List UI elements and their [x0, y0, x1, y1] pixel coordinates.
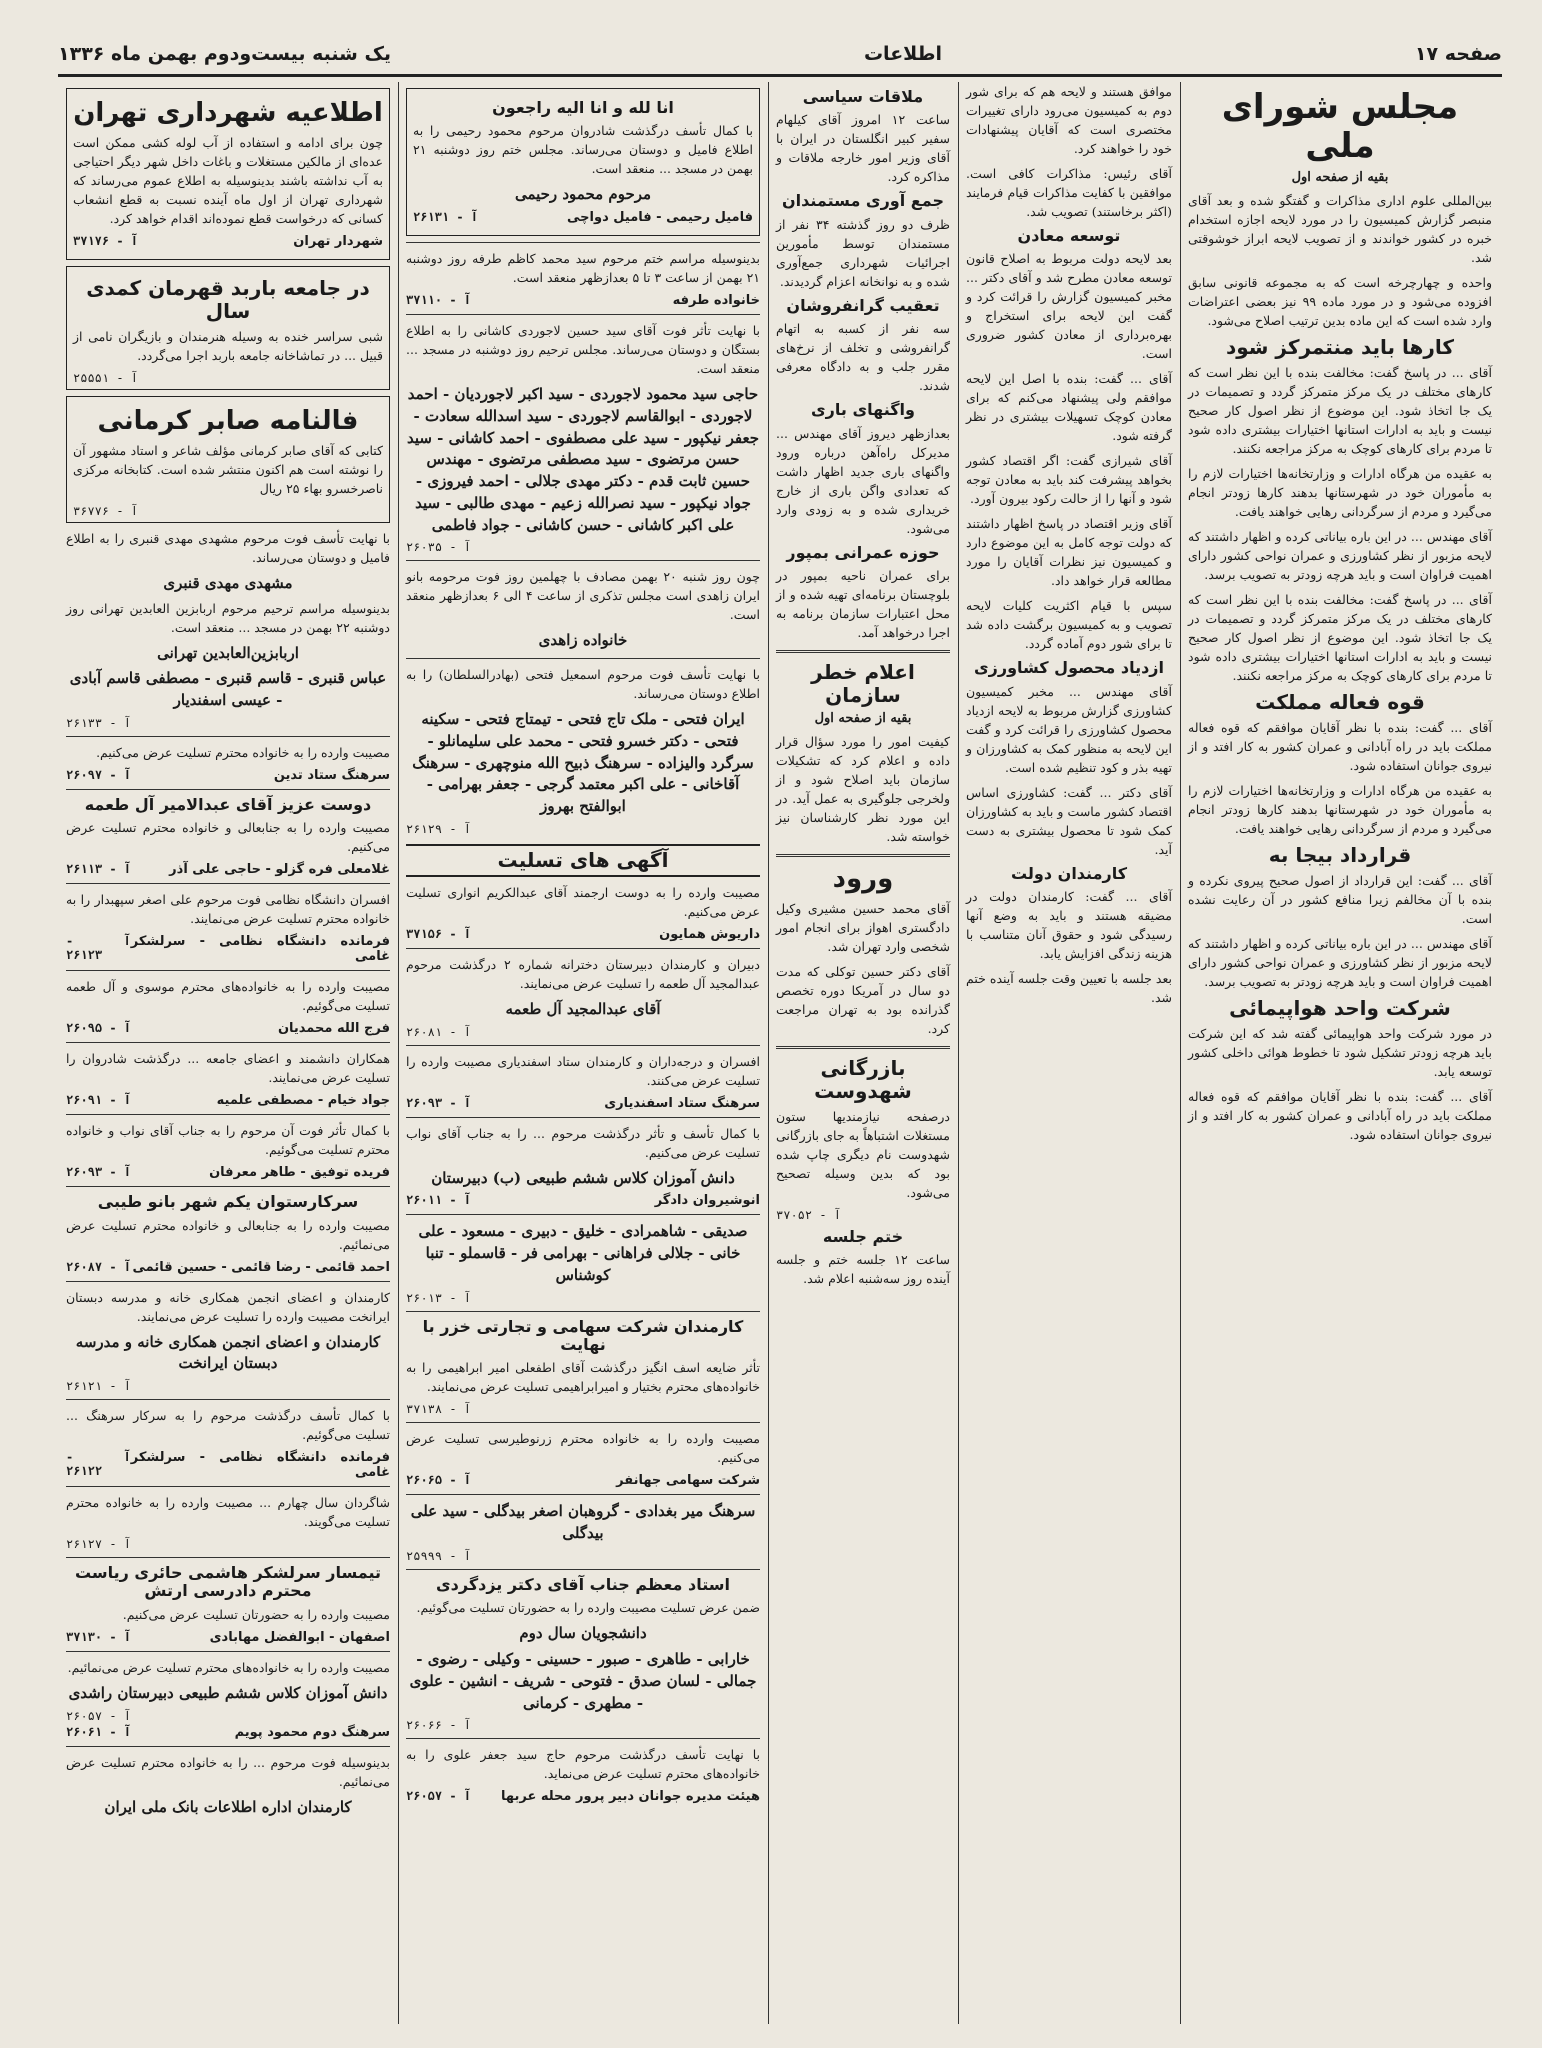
separator — [66, 1042, 390, 1043]
separator — [406, 242, 760, 243]
article-paragraph: آقای ... گفت: بنده با نظر آقایان موافقم که قوه فعاله مملکت باید در راه آبادانی و عمران کشور به کار افتد و از نیروی جوانان استفاده شود. — [1188, 1089, 1492, 1143]
notice-text: بدینوسیله فوت مرحوم ... را به خانواده محترم تسلیت عرض می‌نمائیم. — [66, 1754, 390, 1789]
column-majlis-report — [1180, 82, 1500, 2024]
column-condolences — [398, 82, 768, 2024]
separator — [406, 1311, 760, 1312]
signature-text: اصفهان - ابوالفضل مهابادی — [209, 1629, 390, 1645]
notice-heading: استاد معظم جناب آقای دکتر یزدگردی — [436, 1574, 730, 1594]
ad-code: آ - ۲۶۰۹۵ — [66, 1021, 132, 1036]
article-paragraph: آقای مهندس ... مخبر کمیسیون کشاورزی گزارش مربوط به لایحه ازدیاد محصول کشاورزی را قرائت کرد و گفت این لایحه به منظور کمک به کشاورزان و تهیه بذر و کود تنظیم شده است. — [966, 683, 1172, 775]
mourner-names: ایران فتحی - ملک تاج فتحی - تیمتاج فتحی - سکینه فتحی - دکتر خسرو فتحی - محمد علی سلیمانلو - سرگرد والیزاده - سرهنگ ذبیح الله منوچهری - سرهنگ آقاخانی - علی اکبر معتمد گرجی - جعفر بهرامی - ابوالفتح بهروز — [412, 710, 754, 816]
ad-code: آ - ۲۵۵۵۱ — [73, 370, 139, 385]
notice-text: کارمندان و اعضای انجمن همکاری خانه و مدرسه دبستان ایرانخت مصیبت وارده را تسلیت عرض می‌نمایند. — [66, 1289, 390, 1324]
article-paragraph: بین‌المللی علوم اداری مذاکرات و گفتگو شده و بعد آقای منبصر گزارش کمیسیون را در مورد لایحه اجازه استخدام خبره در کشور خواندند و از تصویب لایحه ابراز خوشوقتی شد. — [1188, 193, 1492, 266]
signature-text: خانواده زاهدی — [538, 631, 628, 650]
separator — [406, 948, 760, 949]
notice-text: با کمال تأثر فوت آن مرحوم را به جناب آقای نواب و خانواده محترم تسلیت می‌گوئیم. — [66, 1123, 390, 1158]
article-paragraph: به عقیده من هرگاه ادارات و وزارتخانه‌ها اختیارات لازم را به مأموران خود در شهرستانها بدهند کارها زودتر انجام می‌گیرد و مردم از سرگردانی رهایی خواهند یافت. — [1188, 783, 1492, 837]
ad-code: آ - ۲۶۰۱۱ — [406, 1193, 472, 1208]
ad-code: آ - ۲۶۱۲۱ — [66, 1379, 132, 1394]
separator — [406, 1045, 760, 1046]
ad-code: آ - ۲۶۰۸۷ — [66, 1259, 132, 1274]
notice-signature — [406, 1096, 760, 1111]
ad-heading: فالنامه صابر کرمانی — [97, 405, 359, 436]
issue-date: یک شنبه بیست‌ودوم بهمن ماه ۱۳۳۶ — [58, 43, 392, 65]
ad-code: آ - ۲۶۰۹۱ — [66, 1093, 132, 1108]
ad-code: آ - ۲۶۰۵۷ — [66, 1708, 132, 1723]
separator — [66, 736, 390, 737]
notice-signature — [66, 1725, 390, 1740]
signature-text: فرمانده دانشگاه نظامی - سرلشکر غامی — [130, 934, 390, 965]
news-paragraph: برای عمران ناحیه بمپور در بلوچستان برنامه‌ای تهیه شده و از محل اعتبارات سازمان برنامه به اجرا درخواهد آمد. — [776, 567, 950, 640]
separator — [776, 854, 950, 857]
ad-code: آ - ۳۷۱۵۶ — [406, 926, 472, 941]
article-paragraph: موافق هستند و لایحه هم که برای شور دوم به کمیسیون می‌رود دارای تغییرات مختصری است که آقایان پیشنهادات خود را خواهند کرد. — [966, 84, 1172, 156]
signature-text: فرج الله محمدیان — [277, 1021, 390, 1037]
separator — [406, 314, 760, 315]
notice-text: با نهایت تأسف درگذشت مرحوم حاج سید جعفر علوی را به خانواده‌های محترم تسلیت عرض می‌نماید. — [406, 1747, 760, 1782]
signature-text: کارمندان و اعضای انجمن همکاری خانه و مدرسه دبستان ایرانخت — [75, 1332, 381, 1373]
ad-code: آ - ۲۶۰۶۵ — [406, 1473, 472, 1488]
news-paragraph: سه نفر از کسبه به اتهام گرانفروشی و تخلف از نرخ‌های مقرر جلب و به دادگاه معرفی شدند. — [776, 321, 950, 394]
separator — [66, 1746, 390, 1747]
notice-signature — [73, 234, 383, 249]
separator — [66, 883, 390, 884]
notice-text: ضمن عرض تسلیت مصیبت وارده را به حضورتان تسلیت می‌گوئیم. — [416, 1600, 760, 1616]
notice-text: افسران دانشگاه نظامی فوت مرحوم علی اصغر سپهبدار را به خانواده محترم تسلیت عرض می‌نمایند. — [66, 892, 390, 927]
subheading: ختم جلسه — [822, 1226, 904, 1246]
continued-note: بقیه از صفحه اول — [814, 710, 912, 726]
notice-text: مصیبت وارده را به دوست ارجمند آقای عبدالکریم انواری تسلیت عرض می‌کنیم. — [406, 884, 760, 919]
article-paragraph: آقای مهندس ... در این باره بیاناتی کرده و اظهار داشتند که لایحه مزبور از نظر کشاورزی و عمران نواحی کشور دارای اهمیت فراوان است و باید هرچه زودتر به تصویب برسد. — [1188, 529, 1492, 583]
municipality-notice — [66, 88, 390, 260]
ad-code: آ - ۳۷۱۳۰ — [66, 1629, 132, 1644]
signature-text: جواد خیام - مصطفی علمیه — [216, 1093, 390, 1109]
ad-code: آ - ۲۶۰۹۳ — [66, 1165, 132, 1180]
subheading: ازدیاد محصول کشاورزی — [973, 658, 1164, 678]
signature-text: فریده توفیق - طاهر معرفان — [209, 1165, 390, 1181]
ad-code: آ - ۳۷۱۳۸ — [406, 1402, 472, 1417]
notice-signature — [406, 1193, 760, 1208]
notice-signature — [66, 1021, 390, 1036]
news-paragraph: آقای دکتر حسین توکلی که مدت دو سال در آمریکا دوره تخصص گذرانده بود به تهران مراجعت کرد. — [776, 963, 950, 1036]
notice-text: افسران و درجه‌داران و کارمندان ستاد اسفندیاری مصیبت وارده را تسلیت عرض می‌کنند. — [406, 1053, 760, 1088]
notice-signature — [406, 293, 760, 308]
deceased-name: آقای عبدالمجید آل طعمه — [505, 999, 661, 1018]
article-paragraph: آقای ... گفت: بنده با نظر آقایان موافقم که قوه فعاله مملکت باید در راه آبادانی و عمران کشور به کار افتد و از نیروی جوانان استفاده شود. — [1188, 720, 1492, 774]
separator — [66, 1399, 390, 1400]
mourner-names: سرهنگ میر بغدادی - گروهبان اصغر بیدگلی - سید علی بیدگلی — [410, 1502, 756, 1543]
article-paragraph: آقای ... گفت: بنده با اصل این لایحه موافقم ولی پیشنهاد می‌کنم که برای معادن کوچک تسهیلات بیشتری در نظر گرفته شود. — [966, 371, 1172, 444]
subheading: قوه فعاله مملکت — [1255, 690, 1425, 715]
separator — [776, 1046, 950, 1049]
paper-name: اطلاعات — [863, 43, 943, 65]
ad-code: آ - ۲۵۹۹۹ — [406, 1548, 472, 1563]
subheading: قرارداد بیجا به — [1268, 843, 1412, 868]
notice-text: با کمال تأسف درگذشت شادروان مرحوم محمود رحیمی را به اطلاع فامیل و دوستان می‌رساند. مجلس ختم روز دوشنبه ۲۱ بهمن در مسجد ... منعقد است. — [413, 123, 753, 177]
notice-signature — [66, 768, 390, 783]
subheading: کارها باید منتمرکز شود — [1225, 335, 1455, 360]
article-paragraph: واحده و چهارچرخه است که به مجموعه قانونی سابق افزوده می‌شود و در مورد ماده ۹۹ نیز بعضی اعتراضات وارد شده است که این ماده بدین ترتیب اصلاح می‌شود. — [1188, 275, 1493, 329]
mourner-names: صدیقی - شاهمرادی - خلیق - دبیری - مسعود - علی خانی - جلالی فراهانی - بهرامی فر - قاسملو - تنبا کوشناس — [418, 1222, 748, 1284]
notice-text: با کمال تأسف درگذشت مرحوم را به سرکار سرهنگ ... تسلیت می‌گوئیم. — [66, 1408, 390, 1443]
ad-code: آ - ۲۶۰۶۶ — [406, 1718, 472, 1733]
ad-code: آ - ۲۶۰۸۱ — [406, 1024, 472, 1039]
notice-signature — [413, 210, 753, 225]
notice-text: با کمال تأسف و تأثر درگذشت مرحوم ... را به جناب آقای نواب تسلیت عرض می‌کنیم. — [406, 1125, 760, 1160]
headline-warning: اعلام خطر سازمان — [811, 659, 915, 707]
headline-arrivals: ورود — [832, 863, 894, 894]
ad-code: آ - ۳۷۰۵۲ — [776, 1207, 842, 1222]
notice-text: مصیبت وارده را به خانواده محترم تسلیت عرض می‌کنیم. — [96, 744, 390, 760]
notice-signature — [66, 934, 390, 964]
article-paragraph: آقای شیرازی گفت: اگر اقتصاد کشور بخواهد پیشرفت کند باید به معادن توجه شود و آنها را از حالت رکود بیرون آورد. — [966, 453, 1172, 507]
article-paragraph: آقای ... گفت: این قرارداد از اصول صحیح پیروی نکرده و بنده با آن مخالفم زیرا منافع کشور در آن رعایت نشده است. — [1188, 873, 1492, 927]
notice-text: شاگردان سال چهارم ... مصیبت وارده را به خانواده محترم تسلیت می‌گویند. — [66, 1495, 390, 1530]
notice-heading: انا لله و انا الیه راجعون — [492, 98, 674, 117]
ad-code: آ - ۲۶۰۶۱ — [66, 1724, 132, 1739]
subheading: حوزه عمرانی بمپور — [786, 542, 940, 562]
separator — [406, 1214, 760, 1215]
notice-text: با نهایت تأسف فوت مرحوم اسمعیل فتحی (بهادرالسلطان) را به اطلاع دوستان می‌رساند. — [406, 667, 760, 702]
notice-signature — [66, 1093, 390, 1108]
separator — [406, 1569, 760, 1570]
signature-text: فامیل رحیمی - فامیل دواچی — [567, 210, 753, 226]
article-paragraph: آقای مهندس ... در این باره بیاناتی کرده و اظهار داشتند که لایحه مزبور از نظر کشاورزی و عمران نواحی کشور دارای اهمیت فراوان است و باید هرچه زودتر به تصویب برسد. — [1188, 936, 1492, 990]
notice-heading: سرکارستوان یکم شهر بانو طیبی — [97, 1192, 359, 1212]
news-paragraph: ساعت ۱۲ جلسه ختم و جلسه آینده روز سه‌شنبه اعلام شد. — [776, 1252, 950, 1287]
deceased-name: مرحوم محمود رحیمی — [514, 185, 652, 204]
signature-text: شرکت سهامی جهانفر — [616, 1473, 760, 1489]
notice-text: مصیبت وارده را به حضورتان تسلیت عرض می‌کنیم. — [122, 1606, 390, 1622]
signature-text: فرمانده دانشگاه نظامی - سرلشکر غامی — [130, 1450, 390, 1481]
signature-text: سرهنگ ستاد تدین — [273, 767, 390, 783]
subheading: تعقیب گرانفروشان — [786, 295, 940, 315]
news-paragraph: ظرف دو روز گذشته ۳۴ نفر از مستمندان توسط مأمورین اجرائیات شهرداری جمع‌آوری شده و به نوانخانه اعزام گردیدند. — [776, 216, 950, 289]
top-rule — [58, 74, 1502, 77]
ad-code: آ - ۲۶۰۱۳ — [406, 1290, 472, 1305]
ad-code: آ - ۲۶۰۵۷ — [406, 1789, 472, 1804]
signature-text: داریوش همایون — [659, 926, 760, 942]
ad-code: آ - ۲۶۱۲۷ — [66, 1537, 132, 1552]
signature-text: دانش آموزان کلاس ششم طبیعی (ب) دبیرستان — [431, 1168, 735, 1187]
ad-code: آ - ۲۶۰۹۳ — [406, 1095, 472, 1110]
ad-code: آ - ۲۶۱۱۳ — [66, 862, 132, 877]
column-short-news — [768, 82, 958, 2024]
separator — [66, 789, 390, 790]
ad-code: آ - ۲۶۱۳۱ — [413, 210, 479, 225]
ad-code: آ - ۲۶۱۲۲ — [66, 1450, 131, 1479]
deceased-name: اربابزین‌العابدین تهرانی — [157, 643, 299, 662]
separator — [406, 1422, 760, 1423]
notice-text: بدینوسیله مراسم ترحیم مرحوم اربابزین العابدین تهرانی روز دوشنبه ۲۲ بهمن در مسجد ... منعقد است. — [66, 600, 390, 635]
theatre-ad — [66, 266, 390, 390]
separator — [66, 1557, 390, 1558]
ad-code: آ - ۲۶۱۲۳ — [66, 934, 131, 963]
notice-heading: اطلاعیه شهرداری تهران — [73, 98, 383, 128]
notice-text: مصیبت وارده را به خانواده‌های محترم موسوی و آل طعمه تسلیت می‌گوئیم. — [66, 979, 390, 1014]
deceased-name: مشهدی مهدی قنبری — [163, 573, 293, 592]
subheading: کارمندان دولت — [1010, 863, 1127, 883]
separator — [406, 1117, 760, 1118]
subheading: توسعه معادن — [1017, 226, 1121, 245]
notice-text: مصیبت وارده را به خانواده‌های محترم تسلیت عرض می‌نمائیم. — [67, 1659, 390, 1675]
notice-signature — [66, 1450, 390, 1480]
notice-signature — [66, 1260, 390, 1275]
article-paragraph: آقای ... گفت: کارمندان دولت در مضیقه هستند و باید به وضع آنها رسیدگی شود و حقوق آنان متناسب با هزینه زندگی افزایش یابد. — [966, 889, 1172, 962]
subheading: شرکت واحد هواپیمائی — [1229, 996, 1451, 1021]
ad-heading: در جامعه باربد قهرمان کمدی سال — [86, 275, 370, 323]
separator — [66, 1651, 390, 1652]
notice-text: چون برای ادامه و استفاده از آب لوله کشی ممکن است عده‌ای از مالکین مستغلات و باغات داخل شهر دیگر احتیاجی به آب نداشته باشند بدینوسیله به اطلاع عموم می‌رساند که شهرداری تهران از اول ماه آینده نسبت به قطع انشعاب کسانی که درخواست قطع نموده‌اند اقدام خواهد کرد. — [73, 134, 383, 226]
separator — [406, 560, 760, 561]
ad-code: آ - ۲۶۰۳۵ — [406, 540, 472, 555]
article-paragraph: سپس با قیام اکثریت کلیات لایحه تصویب و به کمیسیون برگشت داده شد تا برای شور دوم آماده گردد. — [966, 598, 1172, 652]
notice-heading: دوست عزیز آقای عبدالامیر آل طعمه — [84, 794, 372, 814]
article-paragraph: آقای ... در پاسخ گفت: مخالفت بنده با این نظر است که کارهای مختلف در یک مرکز متمرکز گردد و تصمیمات در یک جا اتخاذ شود. این موضوع از نظر اصول کار صحیح نیست و باید به ادارات استانها اختیارات بیشتری داده شود تا مردم برای کارهای کوچک به مرکز مراجعه نکنند. — [1188, 365, 1492, 457]
signature-text: سرهنگ ستاد اسفندیاری — [604, 1095, 760, 1111]
article-paragraph: آقای وزیر اقتصاد در پاسخ اظهار داشتند که دولت توجه کامل به این موضوع دارد و کمیسیون نیز نظرات آقایان را مورد مطالعه قرار خواهد داد. — [966, 516, 1172, 589]
notice-text: مصیبت وارده را به خانواده محترم زرنوطیرسی تسلیت عرض می‌کنیم. — [406, 1431, 760, 1466]
separator — [66, 1281, 390, 1282]
article-paragraph: بعد جلسه با تعیین وقت جلسه آینده ختم شد. — [966, 971, 1172, 1006]
notice-signature — [406, 927, 760, 942]
separator — [406, 658, 760, 659]
book-ad — [66, 396, 390, 523]
notice-signature — [406, 1473, 760, 1488]
notice-text: مصیبت وارده را به جنابعالی و خانواده محترم تسلیت عرض می‌نمائیم. — [66, 1217, 390, 1252]
news-paragraph: کیفیت امور را مورد سؤال قرار داده و اعلام کرد که تشکیلات سازمان باید اصلاح شود و از ولخرجی جلوگیری به عمل آید. در این مورد نظر کارشناسان نیز خواسته شد. — [776, 733, 950, 844]
column-majlis-continued — [958, 82, 1180, 2024]
signature-text: کارمندان اداره اطلاعات بانک ملی ایران — [104, 1797, 352, 1816]
separator — [406, 1494, 760, 1495]
mourner-names: حاجی سید محمود لاجوردی - سید اکبر لاجوردیان - احمد لاجوردی - ابوالقاسم لاجوردی - سید اسدالله سعادت - جعفر نیکپور - سید علی مصطفوی - احمد کاشانی - سید حسن مرتضوی - سید مصطفی مرتضوی - مهندس حسین ثابت قدم - دکتر مهدی جلالی - احمد فیروزی - جواد نیکپور - سید نصرالله زعیم - مهدی طالبی - سید علی اکبر کاشانی - حسن کاشانی - جواد فاطمی — [406, 385, 760, 534]
notice-signature — [66, 1630, 390, 1645]
news-paragraph: آقای محمد حسین مشیری وکیل دادگستری اهواز برای انجام امور شخصی وارد تهران شد. — [776, 900, 950, 954]
separator — [66, 1114, 390, 1115]
masthead — [58, 36, 1502, 72]
signature-text: دانش آموزان کلاس ششم طبیعی دبیرستان راشدی — [68, 1683, 388, 1702]
article-paragraph: بعد لایحه دولت مربوط به اصلاح قانون توسعه معادن مطرح شد و آقای دکتر ... مخبر کمیسیون گزارش را قرائت کرد و گفت این لایحه برای استخراج و بهره‌برداری از معادن کشور ضروری است. — [966, 251, 1172, 362]
headline-majlis: مجلس شورای ملی — [1221, 87, 1459, 167]
separator — [66, 970, 390, 971]
signature-text: خانواده طرفه — [672, 293, 760, 309]
separator — [406, 1738, 760, 1739]
ad-code: آ - ۳۶۷۷۶ — [73, 503, 139, 518]
article-paragraph: آقای رئیس: مذاکرات کافی است. موافقین با کفایت مذاکرات قیام فرمایند (اکثر برخاستند) تصویب شد. — [966, 166, 1172, 219]
notice-signature — [66, 862, 390, 877]
ad-code: آ - ۲۶۰۹۷ — [66, 767, 132, 782]
signature-text: احمد قائمی - رضا قائمی - حسین قائمی — [132, 1259, 390, 1275]
signature-text: غلامعلی فره گزلو - حاجی علی آذر — [169, 862, 390, 878]
notice-text: بدینوسیله مراسم ختم مرحوم سید محمد کاظم طرفه روز دوشنبه ۲۱ بهمن از ساعت ۳ تا ۵ بعدازظهر منعقد است. — [406, 251, 760, 286]
article-paragraph: آقای دکتر ... گفت: کشاورزی اساس اقتصاد کشور ماست و باید به کشاورزان کمک شود تا محصول بیشتری به دست آید. — [966, 784, 1172, 857]
separator — [66, 1486, 390, 1487]
subheading: ملاقات سیاسی — [802, 87, 924, 106]
signature-text: شهردار تهران — [293, 233, 383, 249]
notice-text: چون روز شنبه ۲۰ بهمن مصادف با چهلمین روز فوت مرحومه بانو ایران زاهدی است مجلس تذکری از ساعت ۴ الی ۶ بعدازظهر منعقد است. — [406, 569, 760, 623]
continued-note: بقیه از صفحه اول — [1291, 170, 1389, 186]
page-number: صفحه ۱۷ — [1414, 43, 1502, 65]
article-paragraph: به عقیده من هرگاه ادارات و وزارتخانه‌ها اختیارات لازم را به مأموران خود در شهرستانها بدهند کارها زودتر انجام می‌گیرد و مردم از سرگردانی رهایی خواهند یافت. — [1188, 466, 1492, 520]
ad-code: آ - ۲۶۱۳۳ — [66, 715, 132, 730]
separator — [66, 1186, 390, 1187]
separator — [776, 650, 950, 653]
notice-text: مصیبت وارده را به جنابعالی و خانواده محترم تسلیت عرض می‌کنیم. — [66, 820, 390, 855]
subheading: واگنهای باری — [811, 400, 915, 420]
news-paragraph: بعدازظهر دیروز آقای مهندس ... مدیرکل راه‌آهن درباره ورود واگنهای باری جدید اظهار داشت که تعدادی واگن باری از خارج خریداری شده و به زودی وارد می‌شود. — [776, 425, 950, 536]
column-notices — [58, 82, 398, 2024]
news-paragraph: درصفحه نیازمندیها ستون مستغلات اشتباهاً به جای بازرگانی شهدوست نام دیگری چاپ شده بود که بدین وسیله تصحیح می‌شود. — [776, 1108, 950, 1200]
signature-text: دانشجویان سال دوم — [519, 1624, 647, 1643]
signature-text: سرهنگ دوم محمود پویم — [234, 1724, 390, 1740]
headline-correction: بازرگانی شهدوست — [814, 1055, 912, 1103]
ad-code: آ - ۳۷۱۷۶ — [73, 233, 139, 248]
mourner-names: عباس قنبری - قاسم قنبری - مصطفی قاسم آبادی - عیسی اسفندیار — [69, 669, 387, 710]
notice-signature — [66, 1165, 390, 1180]
section-heading-condolences: آگهی های تسلیت — [406, 844, 760, 877]
ad-text: شبی سراسر خنده به وسیله هنرمندان و بازیگران نامی از قبیل ... در تماشاخانه جامعه باربد اجرا می‌گردد. — [73, 328, 383, 363]
obituary-notice — [406, 88, 760, 236]
notice-text: همکاران دانشمند و اعضای جامعه ... درگذشت شادروان را تسلیت عرض می‌نمایند. — [66, 1051, 390, 1086]
mourner-names: خارابی - طاهری - صبور - حسینی - وکیلی - رضوی - جمالی - لسان صدق - فتوحی - شریف - انشین - علوی - مطهری - کرمانی — [409, 1650, 757, 1712]
notice-heading: تیمسار سرلشکر هاشمی حائری ریاست محترم دادرسی ارتش — [74, 1563, 382, 1601]
notice-text: با نهایت تأسف فوت مرحوم مشهدی مهدی قنبری را به اطلاع فامیل و دوستان می‌رساند. — [66, 530, 390, 565]
notice-text: با نهایت تأثر فوت آقای سید حسین لاجوردی کاشانی را به اطلاع بستگان و دوستان می‌رساند. مجلس ترحیم روز دوشنبه در مسجد ... منعقد است. — [406, 323, 760, 377]
notice-text: تأثر ضایعه اسف انگیز درگذشت آقای اطفعلی امیر ابراهیمی را به خانواده‌های محترم بختیار و امیرابراهیمی تسلیت عرض می‌نمایند. — [406, 1360, 760, 1395]
news-paragraph: ساعت ۱۲ امروز آقای کیلهام سفیر کبیر انگلستان در ایران با آقای وزیر امور خارجه ملاقات و مذاکره کرد. — [776, 112, 950, 185]
signature-text: هیئت مدیره جوانان دبیر پرور محله عربها — [501, 1789, 760, 1805]
notice-signature — [406, 1789, 760, 1804]
notice-text: دبیران و کارمندان دبیرستان دخترانه شماره ۲ درگذشت مرحوم عبدالمجید آل طعمه را تسلیت عرض می‌نمایند. — [406, 956, 760, 991]
notice-heading: کارمندان شرکت سهامی و تجارتی خزر با نهایت — [422, 1316, 744, 1355]
subheading: جمع آوری مستمندان — [782, 191, 944, 211]
article-paragraph: آقای ... در پاسخ گفت: مخالفت بنده با این نظر است که کارهای مختلف در یک مرکز متمرکز گردد و تصمیمات در یک جا اتخاذ شود. این موضوع از نظر اصول کار صحیح نیست و باید به ادارات استانها اختیارات بیشتری داده شود تا مردم برای کارهای کوچک به مرکز مراجعه نکنند. — [1188, 592, 1492, 684]
signature-text: انوشیروان دادگر — [654, 1193, 760, 1209]
article-paragraph: در مورد شرکت واحد هواپیمائی گفته شد که این شرکت باید هرچه زودتر تشکیل شود تا خطوط هوائی داخلی کشور توسعه یابد. — [1188, 1026, 1492, 1080]
ad-text: کتابی که آقای صابر کرمانی مؤلف شاعر و استاد مشهور آن را نوشته است هم اکنون منتشر شده است. کتابخانه مرکزی ناصرخسرو بهاء ۲۵ ریال — [73, 442, 383, 496]
ad-code: آ - ۳۷۱۱۰ — [406, 293, 472, 308]
ad-code: آ - ۲۶۱۲۹ — [406, 821, 472, 836]
